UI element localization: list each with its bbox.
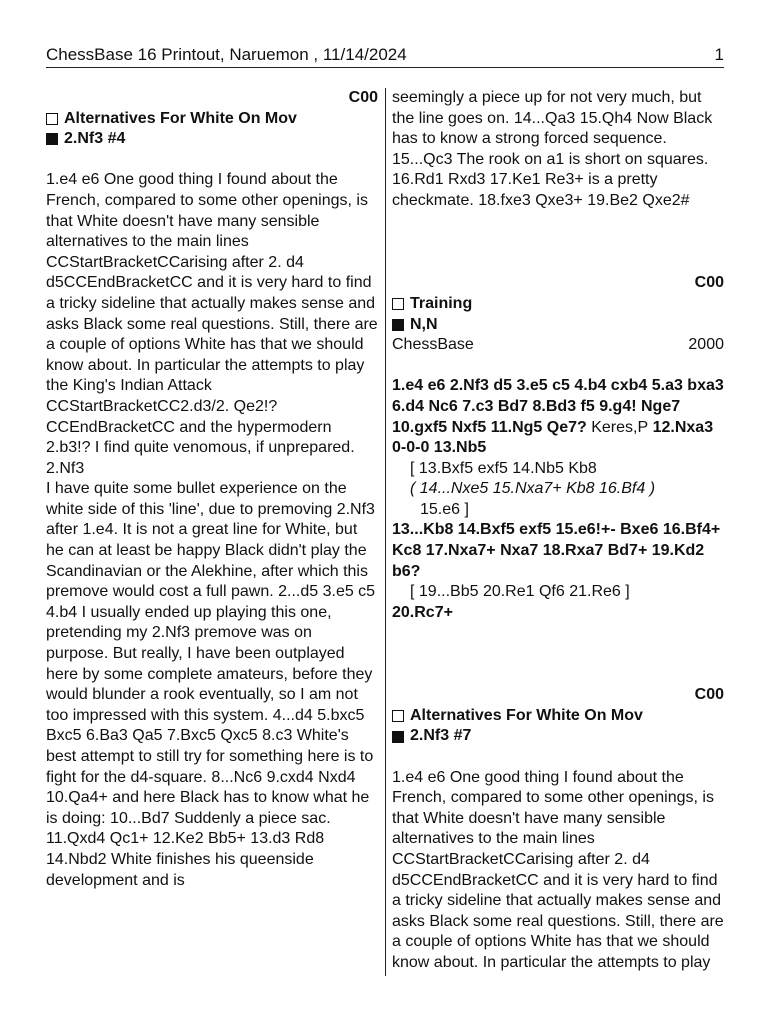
annotation-paragraph: 1.e4 e6 One good thing I found about the French, compared to some other openings, is that White doesn't have many sensible alternatives to the main lines CCStartBracketCCarising after 2. d4 d5CCEndBracketCC and it is very hard to find a tricky sideline that actually makes sense and asks Black some real questions. Still, there are a couple of options White has that we should know about. In particular the attempts to play the King's Indian Attack CCStartBracketCC2.d3/2. Qe2!?CCEndBracketCC and the hypermodern 2.b3!? I find quite venomous, if unprepared. 2.Nf3 bbox=[46, 171, 378, 477]
white-player: Training bbox=[410, 294, 473, 312]
game-subtitle bbox=[392, 315, 724, 336]
page-number: 1 bbox=[714, 45, 724, 64]
black-player: N,N bbox=[410, 315, 438, 333]
black-square-icon bbox=[392, 731, 404, 743]
black-player: 2.Nf3 #7 bbox=[410, 727, 472, 745]
annotator-name: Keres,P bbox=[591, 418, 649, 436]
eco-code: C00 bbox=[348, 89, 378, 106]
black-player: 2.Nf3 #4 bbox=[64, 130, 126, 148]
variation: [ 19...Bb5 20.Re1 Qf6 21.Re6 ] bbox=[410, 583, 630, 601]
moves-main: 12.Nxa3 0-0-0 13.Nb5 bbox=[392, 418, 714, 457]
sub-variation: ( 14...Nxe5 15.Nxa7+ Kb8 16.Bf4 ) bbox=[410, 480, 656, 498]
eco-code: C00 bbox=[694, 686, 724, 704]
game-moves bbox=[392, 376, 724, 458]
game-source bbox=[392, 335, 724, 356]
source-name: ChessBase bbox=[392, 336, 474, 354]
game-title bbox=[46, 109, 378, 130]
right-column bbox=[392, 88, 724, 974]
white-square-icon bbox=[392, 298, 404, 310]
game-title bbox=[392, 294, 724, 315]
white-player: Alternatives For White On Mov bbox=[410, 706, 643, 724]
black-square-icon bbox=[392, 319, 404, 331]
black-square-icon bbox=[46, 133, 58, 145]
source-year: 2000 bbox=[688, 336, 724, 354]
annotation-continuation: seemingly a piece up for not very much, but the line goes on. 14...Qa3 15.Qh4 Now Black has to know a strong forced sequence. 15...Qc3 The rook on a1 is short on squares. 16.Rd1 Rxd3 17.Ke1 Re3+ is a pretty checkmate. 18.fxe3 Qxe3+ 19.Be2 Qxe2# bbox=[392, 89, 713, 209]
game-title bbox=[392, 706, 724, 727]
header-divider bbox=[46, 67, 724, 68]
column-divider bbox=[385, 88, 386, 976]
annotation-paragraph: I have quite some bullet experience on the white side of this 'line', due to premoving 2.Nf3 after 1.e4. It is not a great line for White, but he can at least be happy Black didn't play the Scandinavian or the Alekhine, after which this premove would cost a full pawn. 2...d5 3.e5 c5 4.b4 I usually ended up playing this one, pretending my 2.Nf3 premove was on purpose. But really, I have been outplayed here by some complete amateurs, before they would blunder a rook eventually, so I am not too impressed with this system. 4...d4 5.bxc5 Bxc5 6.Ba3 Qa5 7.Bxc5 Qxc5 8.c3 White's best attempt to still try for something here is to fight for the d4-square. 8...Nc6 9.cxd4 Nxd4 10.Qa4+ and here Black has to know what he is doing: 10...Bd7 Suddenly a piece sac. 11.Qxd4 Qc1+ 12.Ke2 Bb5+ 13.d3 Rd8 14.Nbd2 White finishes his queenside development and is bbox=[46, 480, 376, 889]
left-column bbox=[46, 88, 378, 891]
game-moves: 13...Kb8 14.Bxf5 exf5 15.e6!+- Bxe6 16.Bf4+ Kc8 17.Nxa7+ Nxa7 18.Rxa7 Bd7+ 19.Kd2 b6? bbox=[392, 521, 721, 580]
variation: [ 13.Bxf5 exf5 14.Nb5 Kb8 bbox=[410, 459, 597, 477]
game-subtitle bbox=[46, 129, 378, 150]
white-player: Alternatives For White On Mov bbox=[64, 109, 297, 127]
annotation-paragraph: 1.e4 e6 One good thing I found about the French, compared to some other openings, is that White doesn't have many sensible alternatives to the main lines CCStartBracketCCarising after 2. d4 d5CCEndBracketCC and it is very hard to find a tricky sideline that actually makes sense and asks Black some real questions. Still, there are a couple of options White has that we should know about. In particular the attempts to play bbox=[392, 768, 724, 971]
variation-end: 15.e6 ] bbox=[420, 500, 469, 518]
game-subtitle bbox=[392, 726, 724, 747]
page-header bbox=[46, 44, 724, 66]
eco-code: C00 bbox=[694, 274, 724, 292]
printout-title: ChessBase 16 Printout, Naruemon , 11/14/2024 bbox=[46, 45, 407, 64]
game-moves: 20.Rc7+ bbox=[392, 603, 453, 621]
moves-main: 1.e4 e6 2.Nf3 d5 3.e5 c5 4.b4 cxb4 5.a3 bxa3 6.d4 Nc6 7.c3 Bd7 8.Bd3 f5 9.g4! Nge7 10.gxf5 Nxf5 11.Ng5 Qe7? bbox=[392, 377, 724, 436]
white-square-icon bbox=[392, 710, 404, 722]
white-square-icon bbox=[46, 113, 58, 125]
